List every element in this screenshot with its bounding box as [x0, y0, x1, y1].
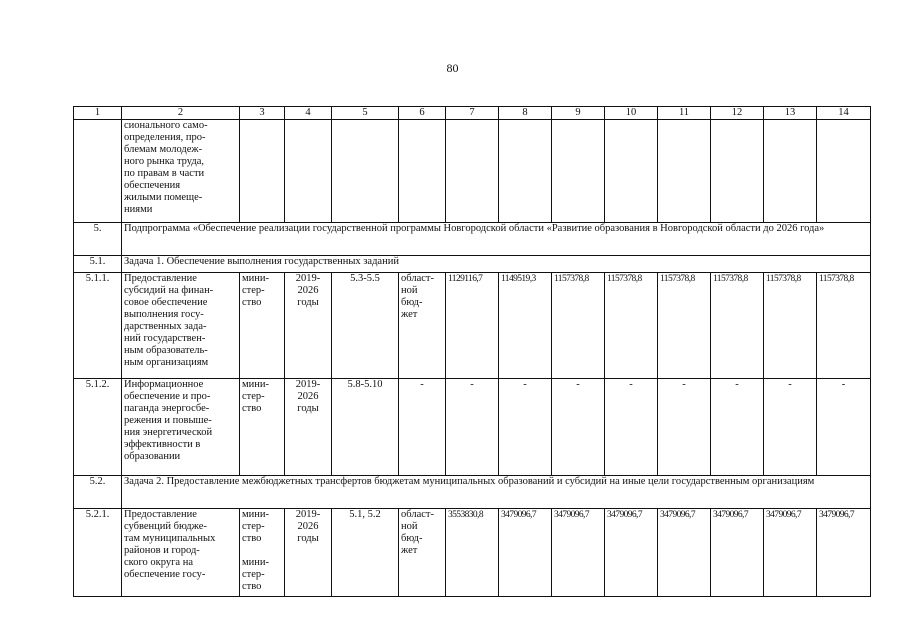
cell-empty [552, 120, 605, 223]
row-number: 5.1.2. [74, 379, 122, 476]
cell-indicator: 5.8-5.10 [332, 379, 399, 476]
text-line: обеспечения [124, 180, 181, 191]
text-line: дарственных зада- [124, 321, 207, 332]
cell-source: - [399, 379, 446, 476]
column-number-row [74, 107, 871, 120]
row-number: 5.1.1. [74, 273, 122, 379]
cell-value: 3479096,7 [605, 509, 658, 597]
cell-empty [711, 120, 764, 223]
text-line: Предоставление [124, 273, 197, 284]
cell-value: 1157378,8 [552, 273, 605, 379]
cell-value: - [446, 379, 499, 476]
cell-value: 1157378,8 [711, 273, 764, 379]
col-header: 1 [74, 107, 122, 120]
col-header: 6 [399, 107, 446, 120]
row-number: 5.2. [74, 476, 122, 509]
text-line: районов и город- [124, 545, 200, 556]
text-line: 2019- [295, 509, 321, 520]
text-line: годы [297, 297, 319, 308]
cell-value: 1149519,3 [499, 273, 552, 379]
text-line: 2026 [297, 391, 319, 402]
text-line: мини- [242, 273, 269, 284]
program-table [73, 106, 871, 597]
text-line: Предоставление [124, 509, 197, 520]
text-line [242, 545, 282, 557]
col-header: 2 [122, 107, 240, 120]
text-line: 2019- [295, 273, 321, 284]
text-line: 2026 [297, 285, 319, 296]
table-row-section [74, 476, 871, 509]
text-line: Информационное [124, 379, 204, 390]
text-line: ство [242, 533, 262, 544]
cell-executor [240, 273, 285, 379]
table-row-section [74, 256, 871, 273]
cell-source [399, 509, 446, 597]
text-line: ского округа на [124, 557, 193, 568]
cell-empty [817, 120, 871, 223]
text-line: област- [401, 509, 434, 520]
text-line: жет [401, 545, 418, 556]
col-header: 3 [240, 107, 285, 120]
text-line: ство [242, 581, 262, 592]
text-line: мини- [242, 379, 269, 390]
subprogram-title: Подпрограмма «Обеспечение реализации государственной программы Новгородской области «Развитие образования в Новгородской области до 2026 года» [122, 223, 871, 256]
cell-indicator: 5.3-5.5 [332, 273, 399, 379]
text-line: ным организациям [124, 357, 209, 368]
text-line: обеспечение госу- [124, 569, 206, 580]
text-line: бюд- [401, 533, 423, 544]
text-line: мини- [242, 557, 269, 568]
cell-executor [240, 509, 285, 597]
text-line: област- [401, 273, 434, 284]
cell-value: 1157378,8 [817, 273, 871, 379]
text-line: ного рынка труда, [124, 156, 204, 167]
cell-value: - [605, 379, 658, 476]
cell-empty [764, 120, 817, 223]
text-line: годы [297, 403, 319, 414]
text-line: стер- [242, 569, 265, 580]
row-number: 5.2.1. [74, 509, 122, 597]
cell-value: 1157378,8 [764, 273, 817, 379]
col-header: 10 [605, 107, 658, 120]
text-line: ниями [124, 204, 153, 215]
cell-indicator: 5.1, 5.2 [332, 509, 399, 597]
text-line: мини- [242, 509, 269, 520]
cell-value: 3479096,7 [499, 509, 552, 597]
cell-source [399, 273, 446, 379]
text-line: субвенций бюдже- [124, 521, 207, 532]
table-row [74, 120, 871, 223]
col-header: 11 [658, 107, 711, 120]
table-row [74, 273, 871, 379]
cell-value: 3479096,7 [764, 509, 817, 597]
cell-empty [446, 120, 499, 223]
col-header: 9 [552, 107, 605, 120]
page-number: 80 [446, 61, 459, 75]
cell-value: - [711, 379, 764, 476]
text-line: субсидий на финан- [124, 285, 214, 296]
text-line: эффективности в [124, 439, 201, 450]
col-header: 12 [711, 107, 764, 120]
text-line: определения, про- [124, 132, 206, 143]
cell-empty [74, 120, 122, 223]
table-row [74, 509, 871, 597]
cell-description [122, 120, 240, 223]
cell-value: - [499, 379, 552, 476]
text-line: 2019- [295, 379, 321, 390]
text-line: ний государствен- [124, 333, 206, 344]
text-line: ным образователь- [124, 345, 208, 356]
cell-empty [285, 120, 332, 223]
col-header: 13 [764, 107, 817, 120]
text-line: ния энергетической [124, 427, 213, 438]
text-line: образовании [124, 451, 181, 462]
cell-period [285, 509, 332, 597]
cell-value: 1129116,7 [446, 273, 499, 379]
task-title: Задача 2. Предоставление межбюджетных трансфертов бюджетам муниципальных образований и субсидий на иные цели государственным организациям [122, 476, 871, 509]
text-line: там муниципальных [124, 533, 216, 544]
cell-value: - [552, 379, 605, 476]
cell-period [285, 379, 332, 476]
text-line: стер- [242, 285, 265, 296]
text-line: стер- [242, 391, 265, 402]
text-line: бюд- [401, 297, 423, 308]
text-line: ной [401, 521, 418, 532]
text-line: совое обеспечение [124, 297, 208, 308]
cell-empty [332, 120, 399, 223]
table-row-section [74, 223, 871, 256]
col-header: 7 [446, 107, 499, 120]
text-line: блемам молодеж- [124, 144, 203, 155]
text-line: ство [242, 403, 262, 414]
cell-value: - [817, 379, 871, 476]
text-line: жилыми помеще- [124, 192, 203, 203]
text-line: 2026 [297, 521, 319, 532]
text-line: обеспечение и про- [124, 391, 211, 402]
cell-value: 3479096,7 [817, 509, 871, 597]
row-number: 5. [74, 223, 122, 256]
cell-value: 1157378,8 [605, 273, 658, 379]
cell-empty [605, 120, 658, 223]
cell-empty [240, 120, 285, 223]
cell-value: 3479096,7 [552, 509, 605, 597]
text-line: паганда энергосбе- [124, 403, 210, 414]
cell-empty [399, 120, 446, 223]
cell-period [285, 273, 332, 379]
text-line: ство [242, 297, 262, 308]
text-line: ной [401, 285, 418, 296]
cell-empty [658, 120, 711, 223]
text-line: стер- [242, 521, 265, 532]
cell-description [122, 273, 240, 379]
cell-value: 3479096,7 [658, 509, 711, 597]
text-line: жет [401, 309, 418, 320]
text-line: выполнения госу- [124, 309, 204, 320]
text-line: по правам в части [124, 168, 205, 179]
row-number: 5.1. [74, 256, 122, 273]
cell-description [122, 509, 240, 597]
task-title: Задача 1. Обеспечение выполнения государственных заданий [122, 256, 871, 273]
cell-empty [499, 120, 552, 223]
text-line: режения и повыше- [124, 415, 212, 426]
col-header: 4 [285, 107, 332, 120]
cell-value: 3479096,7 [711, 509, 764, 597]
cell-description [122, 379, 240, 476]
cell-executor [240, 379, 285, 476]
cell-value: 3553830,8 [446, 509, 499, 597]
col-header: 14 [817, 107, 871, 120]
text-line: годы [297, 533, 319, 544]
col-header: 8 [499, 107, 552, 120]
cell-value: - [764, 379, 817, 476]
col-header: 5 [332, 107, 399, 120]
text-line: сионального само- [124, 120, 208, 131]
table-row [74, 379, 871, 476]
cell-value: - [658, 379, 711, 476]
cell-value: 1157378,8 [658, 273, 711, 379]
